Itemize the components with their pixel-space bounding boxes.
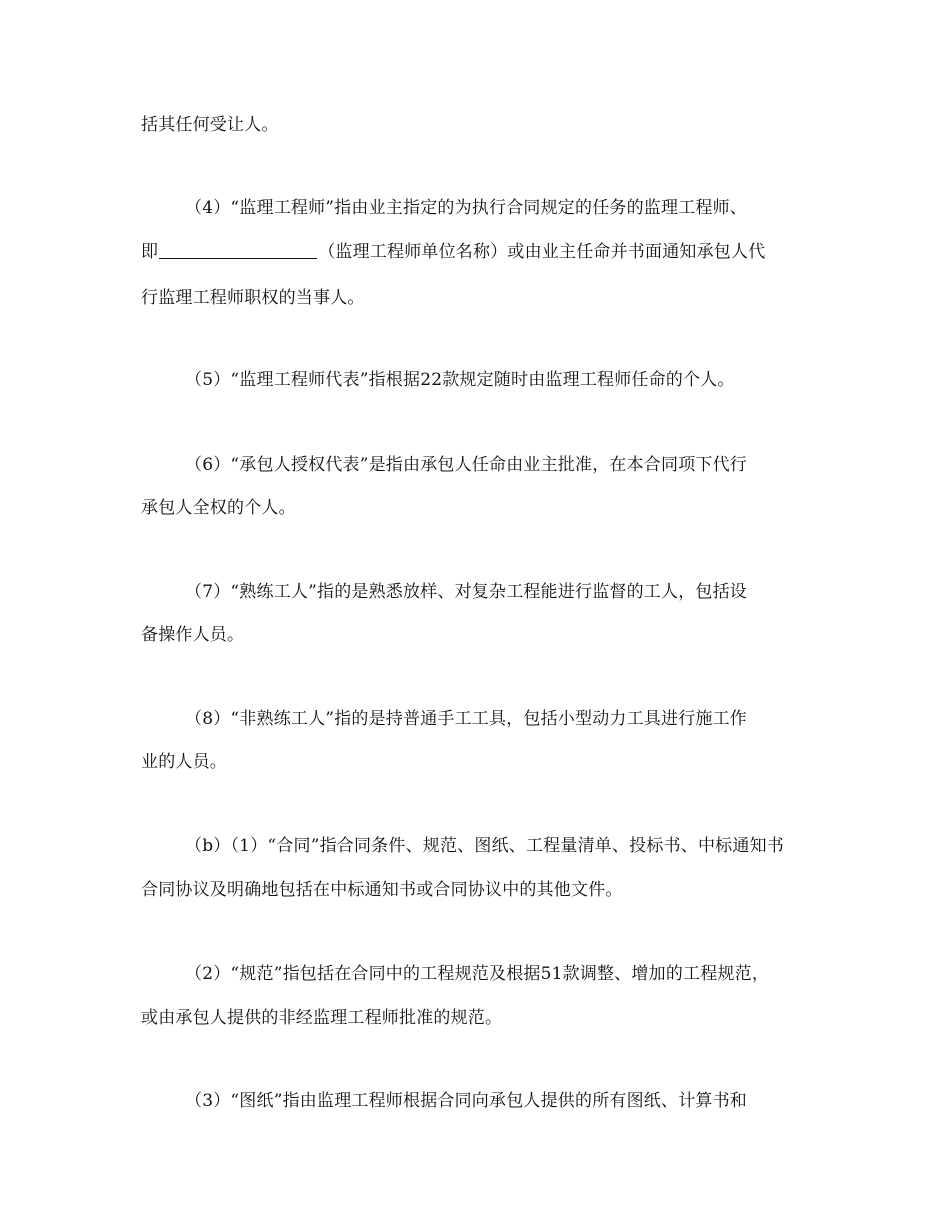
text-line: 括其任何受让人。 [141,115,279,135]
clause-b1-line-1: （b）（1）“合同”指合同条件、规范、图纸、工程量清单、投标书、中标通知书 [185,836,784,856]
clause-4-line-1: （4）“监理工程师”指由业主指定的为执行合同规定的任务的监理工程师、 [185,198,747,218]
clause-7-line-2: 备操作人员。 [141,625,245,645]
clause-8-line-1: （8）“非熟练工人”指的是持普通手工工具，包括小型动力工具进行施工作 [185,709,747,729]
text-fragment: 即 [141,242,159,262]
text-fragment: （监理工程师单位名称）或由业主任命并书面通知承包人代 [318,242,766,262]
clause-8-line-2: 业的人员。 [141,752,227,772]
clause-b1-line-2: 合同协议及明确地包括在中标通知书或合同协议中的其他文件。 [141,880,623,900]
clause-6-line-2: 承包人全权的个人。 [141,498,296,518]
clause-b2-line-1: （2）“规范”指包括在合同中的工程规范及根据51款调整、增加的工程规范， [185,964,770,984]
clause-4-line-2 [141,241,765,263]
clause-5-line-1: （5）“监理工程师代表”指根据22款规定随时由监理工程师任命的个人。 [185,370,735,390]
clause-4-line-3: 行监理工程师职权的当事人。 [141,288,365,308]
clause-7-line-1: （7）“熟练工人”指的是熟悉放样、对复杂工程能进行监督的工人，包括设 [185,582,747,602]
clause-6-line-1: （6）“承包人授权代表”是指由承包人任命由业主批准，在本合同项下代行 [185,455,747,475]
clause-b2-line-2: 或由承包人提供的非经监理工程师批准的规范。 [141,1008,503,1028]
clause-b3-line-1: （3）“图纸”指由监理工程师根据合同向承包人提供的所有图纸、计算书和 [185,1091,747,1111]
fill-in-blank [159,242,317,259]
